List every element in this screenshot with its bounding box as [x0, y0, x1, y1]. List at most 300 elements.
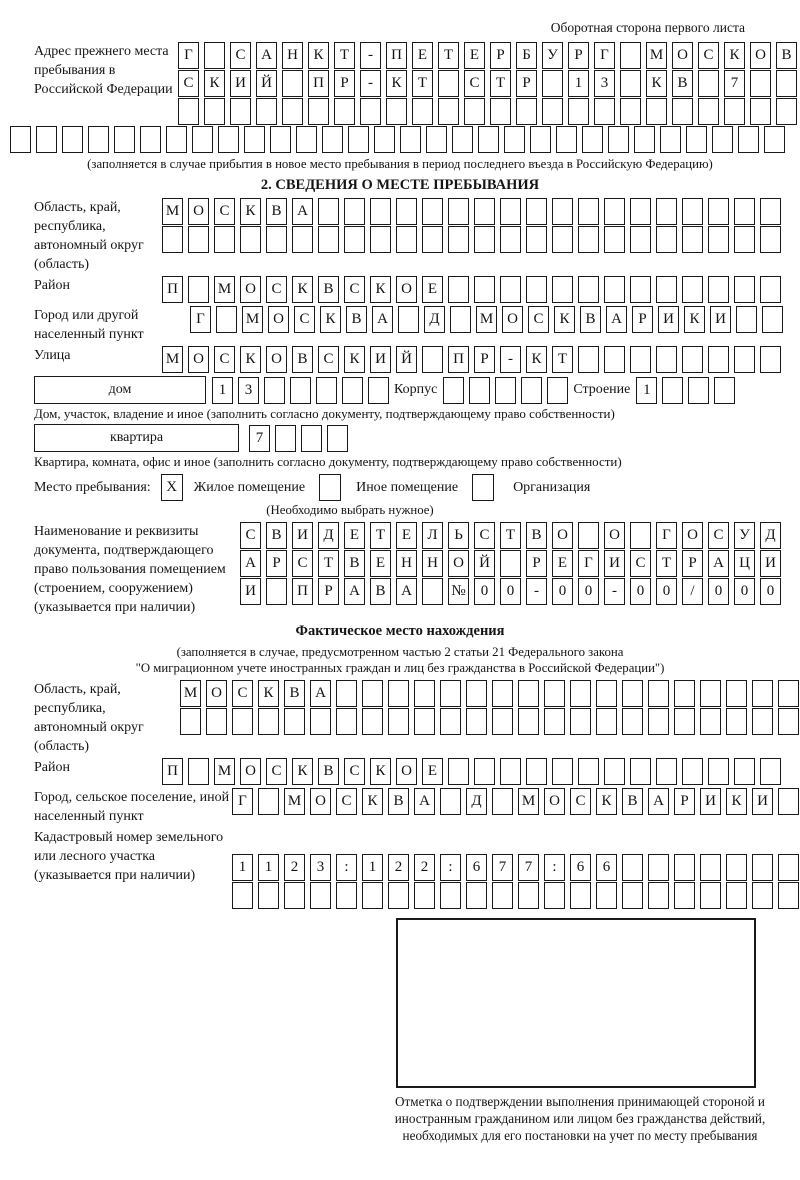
char-box[interactable] [188, 226, 209, 253]
char-box[interactable]: И [760, 550, 781, 577]
char-box[interactable] [656, 276, 677, 303]
char-box[interactable]: К [362, 788, 383, 815]
char-box[interactable] [734, 346, 755, 373]
char-box[interactable]: М [214, 276, 235, 303]
char-box[interactable]: М [476, 306, 497, 333]
char-box[interactable]: - [604, 578, 625, 605]
char-box[interactable]: Е [422, 276, 443, 303]
char-box[interactable]: С [528, 306, 549, 333]
char-box[interactable]: И [230, 70, 251, 97]
char-box[interactable]: С [630, 550, 651, 577]
char-box[interactable]: 0 [630, 578, 651, 605]
char-box[interactable] [578, 346, 599, 373]
char-box[interactable] [500, 758, 521, 785]
char-box[interactable] [752, 882, 773, 909]
char-box[interactable] [604, 226, 625, 253]
char-box[interactable] [214, 226, 235, 253]
char-box[interactable] [604, 198, 625, 225]
char-box[interactable]: А [708, 550, 729, 577]
char-box[interactable]: А [256, 42, 277, 69]
char-box[interactable]: С [178, 70, 199, 97]
char-box[interactable] [362, 708, 383, 735]
char-box[interactable] [688, 377, 709, 404]
char-box[interactable] [422, 226, 443, 253]
char-box[interactable]: К [554, 306, 575, 333]
char-box[interactable] [734, 276, 755, 303]
char-box[interactable] [230, 98, 251, 125]
char-box[interactable] [438, 98, 459, 125]
char-box[interactable]: Р [334, 70, 355, 97]
char-box[interactable] [166, 126, 187, 153]
char-box[interactable] [192, 126, 213, 153]
char-box[interactable] [682, 198, 703, 225]
char-box[interactable] [301, 425, 322, 452]
char-box[interactable]: - [526, 578, 547, 605]
char-box[interactable]: 0 [708, 578, 729, 605]
char-box[interactable] [674, 708, 695, 735]
char-box[interactable]: М [162, 198, 183, 225]
char-box[interactable]: С [570, 788, 591, 815]
char-box[interactable] [708, 276, 729, 303]
char-box[interactable]: К [370, 758, 391, 785]
char-box[interactable] [582, 126, 603, 153]
char-box[interactable] [448, 226, 469, 253]
char-box[interactable] [620, 42, 641, 69]
char-box[interactable] [270, 126, 291, 153]
char-box[interactable]: 7 [249, 425, 270, 452]
char-box[interactable]: 0 [474, 578, 495, 605]
char-box[interactable] [388, 680, 409, 707]
char-box[interactable] [336, 708, 357, 735]
char-box[interactable]: М [646, 42, 667, 69]
char-box[interactable] [440, 680, 461, 707]
char-box[interactable] [778, 680, 799, 707]
char-box[interactable] [542, 70, 563, 97]
char-box[interactable]: В [776, 42, 797, 69]
char-box[interactable] [396, 198, 417, 225]
char-box[interactable] [712, 126, 733, 153]
char-box[interactable]: О [396, 758, 417, 785]
char-box[interactable]: И [240, 578, 261, 605]
char-box[interactable]: С [294, 306, 315, 333]
char-box[interactable]: Р [526, 550, 547, 577]
char-box[interactable]: 3 [310, 854, 331, 881]
char-box[interactable]: А [240, 550, 261, 577]
char-box[interactable] [521, 377, 542, 404]
char-box[interactable]: 2 [284, 854, 305, 881]
char-box[interactable]: 0 [578, 578, 599, 605]
char-box[interactable]: К [308, 42, 329, 69]
char-box[interactable]: В [622, 788, 643, 815]
char-box[interactable]: Д [318, 522, 339, 549]
char-box[interactable] [622, 708, 643, 735]
char-box[interactable] [10, 126, 31, 153]
char-box[interactable]: К [320, 306, 341, 333]
char-box[interactable] [492, 708, 513, 735]
char-box[interactable] [500, 550, 521, 577]
char-box[interactable] [518, 882, 539, 909]
char-box[interactable] [620, 70, 641, 97]
char-box[interactable] [630, 522, 651, 549]
char-box[interactable]: 0 [500, 578, 521, 605]
char-box[interactable]: Б [516, 42, 537, 69]
char-box[interactable] [344, 198, 365, 225]
char-box[interactable] [414, 882, 435, 909]
char-box[interactable]: Е [370, 550, 391, 577]
char-box[interactable] [518, 708, 539, 735]
char-box[interactable] [440, 882, 461, 909]
char-box[interactable] [474, 758, 495, 785]
char-box[interactable]: М [162, 346, 183, 373]
char-box[interactable]: И [752, 788, 773, 815]
char-box[interactable]: 2 [414, 854, 435, 881]
char-box[interactable]: К [240, 346, 261, 373]
char-box[interactable]: К [258, 680, 279, 707]
char-box[interactable]: К [684, 306, 705, 333]
char-box[interactable] [178, 98, 199, 125]
char-box[interactable] [762, 306, 783, 333]
char-box[interactable]: Е [422, 758, 443, 785]
char-box[interactable] [206, 708, 227, 735]
char-box[interactable] [258, 708, 279, 735]
char-box[interactable] [492, 788, 513, 815]
char-box[interactable]: Р [490, 42, 511, 69]
char-box[interactable]: - [360, 70, 381, 97]
char-box[interactable]: С [464, 70, 485, 97]
organization-checkbox[interactable] [472, 474, 494, 501]
char-box[interactable]: Р [266, 550, 287, 577]
char-box[interactable]: Г [578, 550, 599, 577]
char-box[interactable]: Т [552, 346, 573, 373]
char-box[interactable] [622, 680, 643, 707]
char-box[interactable]: С [232, 680, 253, 707]
char-box[interactable]: А [606, 306, 627, 333]
char-box[interactable]: Й [256, 70, 277, 97]
char-box[interactable] [656, 758, 677, 785]
char-box[interactable]: К [370, 276, 391, 303]
char-box[interactable] [282, 98, 303, 125]
char-box[interactable] [750, 70, 771, 97]
char-box[interactable]: А [310, 680, 331, 707]
char-box[interactable] [448, 758, 469, 785]
char-box[interactable]: Г [656, 522, 677, 549]
char-box[interactable] [400, 126, 421, 153]
char-box[interactable] [604, 346, 625, 373]
char-box[interactable] [490, 98, 511, 125]
char-box[interactable]: : [544, 854, 565, 881]
char-box[interactable]: Д [760, 522, 781, 549]
char-box[interactable] [327, 425, 348, 452]
char-box[interactable]: В [266, 198, 287, 225]
char-box[interactable]: П [308, 70, 329, 97]
char-box[interactable]: А [396, 578, 417, 605]
char-box[interactable] [440, 788, 461, 815]
char-box[interactable] [708, 346, 729, 373]
char-box[interactable]: В [284, 680, 305, 707]
char-box[interactable] [290, 377, 311, 404]
char-box[interactable]: Р [474, 346, 495, 373]
char-box[interactable] [656, 198, 677, 225]
char-box[interactable] [310, 708, 331, 735]
char-box[interactable] [674, 680, 695, 707]
char-box[interactable] [760, 758, 781, 785]
char-box[interactable]: 1 [568, 70, 589, 97]
char-box[interactable] [760, 276, 781, 303]
char-box[interactable] [648, 680, 669, 707]
char-box[interactable]: Г [232, 788, 253, 815]
char-box[interactable] [518, 680, 539, 707]
char-box[interactable]: К [726, 788, 747, 815]
char-box[interactable] [568, 98, 589, 125]
char-box[interactable] [726, 854, 747, 881]
char-box[interactable] [750, 98, 771, 125]
char-box[interactable]: Н [422, 550, 443, 577]
char-box[interactable] [464, 98, 485, 125]
char-box[interactable]: В [292, 346, 313, 373]
char-box[interactable] [526, 198, 547, 225]
char-box[interactable] [204, 98, 225, 125]
char-box[interactable]: К [292, 758, 313, 785]
char-box[interactable] [682, 346, 703, 373]
char-box[interactable] [310, 882, 331, 909]
char-box[interactable] [674, 854, 695, 881]
char-box[interactable] [36, 126, 57, 153]
char-box[interactable] [204, 42, 225, 69]
char-box[interactable] [500, 198, 521, 225]
char-box[interactable] [630, 346, 651, 373]
char-box[interactable]: Р [632, 306, 653, 333]
char-box[interactable]: И [658, 306, 679, 333]
char-box[interactable]: С [214, 198, 235, 225]
char-box[interactable] [634, 126, 655, 153]
char-box[interactable]: Р [682, 550, 703, 577]
char-box[interactable]: 1 [636, 377, 657, 404]
char-box[interactable] [344, 226, 365, 253]
char-box[interactable] [686, 126, 707, 153]
char-box[interactable] [682, 276, 703, 303]
char-box[interactable] [660, 126, 681, 153]
char-box[interactable] [362, 680, 383, 707]
char-box[interactable]: С [266, 276, 287, 303]
char-box[interactable] [622, 882, 643, 909]
char-box[interactable] [284, 882, 305, 909]
char-box[interactable] [570, 708, 591, 735]
char-box[interactable] [724, 98, 745, 125]
char-box[interactable]: - [500, 346, 521, 373]
char-box[interactable]: И [700, 788, 721, 815]
char-box[interactable] [776, 70, 797, 97]
char-box[interactable]: : [440, 854, 461, 881]
char-box[interactable]: В [388, 788, 409, 815]
char-box[interactable]: С [698, 42, 719, 69]
char-box[interactable]: М [242, 306, 263, 333]
char-box[interactable] [386, 98, 407, 125]
char-box[interactable]: Е [344, 522, 365, 549]
char-box[interactable]: 3 [238, 377, 259, 404]
char-box[interactable] [682, 758, 703, 785]
char-box[interactable] [672, 98, 693, 125]
char-box[interactable] [547, 377, 568, 404]
char-box[interactable] [240, 226, 261, 253]
char-box[interactable]: Й [474, 550, 495, 577]
char-box[interactable] [495, 377, 516, 404]
char-box[interactable] [630, 758, 651, 785]
char-box[interactable]: П [162, 276, 183, 303]
char-box[interactable] [544, 680, 565, 707]
char-box[interactable]: В [344, 550, 365, 577]
char-box[interactable]: П [292, 578, 313, 605]
char-box[interactable] [322, 126, 343, 153]
char-box[interactable]: В [672, 70, 693, 97]
char-box[interactable]: 2 [388, 854, 409, 881]
char-box[interactable] [596, 680, 617, 707]
char-box[interactable]: М [180, 680, 201, 707]
char-box[interactable]: М [284, 788, 305, 815]
char-box[interactable]: Т [370, 522, 391, 549]
char-box[interactable] [752, 708, 773, 735]
char-box[interactable]: О [188, 198, 209, 225]
char-box[interactable] [604, 758, 625, 785]
char-box[interactable] [504, 126, 525, 153]
char-box[interactable] [448, 276, 469, 303]
char-box[interactable]: М [214, 758, 235, 785]
char-box[interactable] [422, 198, 443, 225]
char-box[interactable] [552, 198, 573, 225]
char-box[interactable] [734, 198, 755, 225]
char-box[interactable]: О [448, 550, 469, 577]
char-box[interactable] [578, 522, 599, 549]
char-box[interactable] [648, 882, 669, 909]
char-box[interactable]: С [318, 346, 339, 373]
char-box[interactable] [478, 126, 499, 153]
char-box[interactable] [398, 306, 419, 333]
char-box[interactable] [700, 680, 721, 707]
char-box[interactable]: В [370, 578, 391, 605]
char-box[interactable] [760, 346, 781, 373]
char-box[interactable] [492, 882, 513, 909]
char-box[interactable] [469, 377, 490, 404]
char-box[interactable] [258, 882, 279, 909]
char-box[interactable] [608, 126, 629, 153]
char-box[interactable] [646, 98, 667, 125]
char-box[interactable]: / [682, 578, 703, 605]
char-box[interactable] [216, 306, 237, 333]
char-box[interactable]: Д [424, 306, 445, 333]
char-box[interactable]: О [544, 788, 565, 815]
char-box[interactable]: Т [438, 42, 459, 69]
char-box[interactable] [760, 226, 781, 253]
char-box[interactable]: С [230, 42, 251, 69]
char-box[interactable]: В [346, 306, 367, 333]
char-box[interactable]: Р [674, 788, 695, 815]
char-box[interactable]: Е [396, 522, 417, 549]
char-box[interactable] [412, 98, 433, 125]
char-box[interactable] [698, 98, 719, 125]
char-box[interactable] [114, 126, 135, 153]
char-box[interactable]: 3 [594, 70, 615, 97]
char-box[interactable]: К [240, 198, 261, 225]
char-box[interactable] [662, 377, 683, 404]
char-box[interactable]: О [266, 346, 287, 373]
char-box[interactable] [232, 882, 253, 909]
char-box[interactable] [292, 226, 313, 253]
char-box[interactable] [578, 758, 599, 785]
char-box[interactable]: К [292, 276, 313, 303]
char-box[interactable] [760, 198, 781, 225]
char-box[interactable] [334, 98, 355, 125]
char-box[interactable]: 1 [362, 854, 383, 881]
char-box[interactable] [734, 758, 755, 785]
char-box[interactable]: 6 [570, 854, 591, 881]
char-box[interactable]: К [526, 346, 547, 373]
char-box[interactable] [258, 788, 279, 815]
char-box[interactable]: Л [422, 522, 443, 549]
char-box[interactable]: С [474, 522, 495, 549]
char-box[interactable] [526, 276, 547, 303]
char-box[interactable]: К [596, 788, 617, 815]
char-box[interactable]: 7 [724, 70, 745, 97]
char-box[interactable]: С [240, 522, 261, 549]
char-box[interactable]: У [542, 42, 563, 69]
char-box[interactable] [318, 226, 339, 253]
char-box[interactable]: 6 [466, 854, 487, 881]
char-box[interactable] [630, 198, 651, 225]
char-box[interactable] [552, 758, 573, 785]
char-box[interactable]: Т [490, 70, 511, 97]
char-box[interactable]: 1 [258, 854, 279, 881]
char-box[interactable]: 0 [734, 578, 755, 605]
char-box[interactable]: Г [178, 42, 199, 69]
char-box[interactable]: Т [500, 522, 521, 549]
char-box[interactable]: Т [412, 70, 433, 97]
char-box[interactable]: С [336, 788, 357, 815]
char-box[interactable]: К [204, 70, 225, 97]
char-box[interactable] [466, 680, 487, 707]
char-box[interactable]: О [750, 42, 771, 69]
char-box[interactable] [443, 377, 464, 404]
char-box[interactable] [620, 98, 641, 125]
char-box[interactable]: О [268, 306, 289, 333]
char-box[interactable] [308, 98, 329, 125]
char-box[interactable] [422, 346, 443, 373]
char-box[interactable] [778, 788, 799, 815]
char-box[interactable] [438, 70, 459, 97]
char-box[interactable] [282, 70, 303, 97]
char-box[interactable]: Н [396, 550, 417, 577]
char-box[interactable] [674, 882, 695, 909]
char-box[interactable] [552, 276, 573, 303]
char-box[interactable] [466, 882, 487, 909]
char-box[interactable] [656, 226, 677, 253]
char-box[interactable] [368, 377, 389, 404]
char-box[interactable] [492, 680, 513, 707]
char-box[interactable] [700, 708, 721, 735]
char-box[interactable]: С [344, 758, 365, 785]
char-box[interactable]: 7 [518, 854, 539, 881]
char-box[interactable]: К [344, 346, 365, 373]
char-box[interactable]: А [648, 788, 669, 815]
char-box[interactable] [656, 346, 677, 373]
char-box[interactable] [726, 680, 747, 707]
char-box[interactable] [396, 226, 417, 253]
char-box[interactable]: 7 [492, 854, 513, 881]
char-box[interactable] [232, 708, 253, 735]
char-box[interactable] [500, 276, 521, 303]
char-box[interactable] [570, 882, 591, 909]
char-box[interactable]: А [344, 578, 365, 605]
char-box[interactable] [180, 708, 201, 735]
char-box[interactable]: П [386, 42, 407, 69]
